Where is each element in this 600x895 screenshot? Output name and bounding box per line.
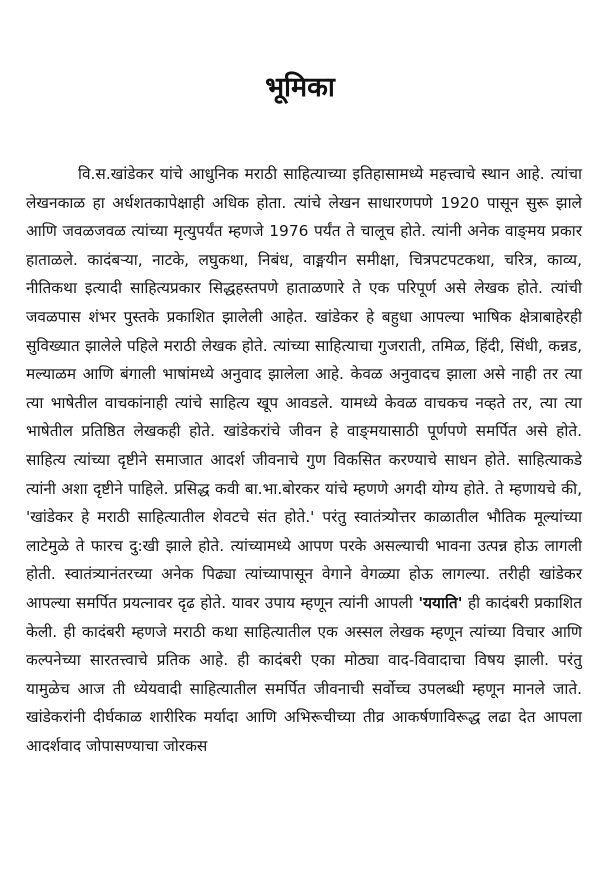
page-title: भूमिका bbox=[265, 72, 335, 104]
novel-title-yayati: 'ययाति' bbox=[418, 593, 463, 612]
body-paragraph bbox=[26, 160, 582, 760]
paragraph-text-part-2: ही कादंबरी प्रकाशित केली. ही कादंबरी म्हणजे मराठी कथा साहित्यातील एक अस्सल लेखक म्हणून त्यांच्या विचार आणि कल्पनेच्या सारतत्त्वाचे प्रतिक आहे. ही कादंबरी एका मोठ्या वाद-विवादाचा विषय झाली. परंतु यामुळेच आज ती ध्येयवादी साहित्यातील समर्पित जीवनाची सर्वोच्च उपलब्धी म्हणून मानले जाते. खांडेकरांनी दीर्घकाळ शारीरिक मर्यादा आणि अभिरूचीच्या तीव्र आकर्षणाविरूद्ध लढा देत आपला आदर्शवाद जोपासण्याचा जोरकस bbox=[26, 593, 582, 755]
paragraph-text-part-1: वि.स.खांडेकर यांचे आधुनिक मराठी साहित्याच्या इतिहासामध्ये महत्त्वाचे स्थान आहे. त्यांचा लेखनकाळ हा अर्धशतकापेक्षाही अधिक होता. त्यांचे लेखन साधारणपणे 1920 पासून सुरू झाले आणि जवळजवळ त्यांच्या मृत्युपर्यंत म्हणजे 1976 पर्यंत ते चालूच होते. त्यांनी अनेक वाङ्‌मय प्रकार हाताळले. कादंबऱ्या, नाटके, लघुकथा, निबंध, वाङ्मयीन समीक्षा, चित्रपटपटकथा, चरित्र, काव्य, नीतिकथा इत्यादी साहित्यप्रकार सिद्धहस्तपणे हाताळणारे ते एक परिपूर्ण असे लेखक होते. त्यांची जवळपास शंभर पुस्तके प्रकाशित झालेली आहेत. खांडेकर हे बहुधा आपल्या भाषिक क्षेत्राबाहेरही सुविख्यात झालेले पहिले मराठी लेखक होते. त्यांच्या साहित्याचा गुजराती, तमिळ, हिंदी, सिंधी, कन्नड, मल्याळम आणि बंगाली भाषांमध्ये अनुवाद झालेला आहे. केवळ अनुवादच झाला असे नाही तर त्या त्या भाषेतील वाचकांनाही त्यांचे साहित्य खूप आवडले. यामध्ये केवळ वाचकच नव्हते तर, त्या त्या भाषेतील प्रतिष्ठित लेखकही होते. खांडेकरांचे जीवन हे वाङ्‌मयासाठी पूर्णपणे समर्पित असे होते. साहित्य त्यांच्या दृष्टीने समाजात आदर्श जीवनाचे गुण विकसित करण्याचे साधन होते. साहित्याकडे त्यांनी अशा दृष्टीने पाहिले. प्रसिद्ध कवी बा.भा.बोरकर यांचे म्हणणे अगदी योग्य होते. ते म्हणायचे की, 'खांडेकर हे मराठी साहित्यातील शेवटचे संत होते.' परंतु स्वातंत्र्योत्तर काळातील भौतिक मूल्यांच्या लाटेमुळे ते फारच दु:खी झाले होते. त्यांच्यामध्ये आपण परके असल्याची भावना उत्पन्न होऊ लागली होती. स्वातंत्र्यानंतरच्या अनेक पिढ्या त्यांच्यापासून वेगाने वेगळ्या होऊ लागल्या. तरीही खांडेकर आपल्या समर्पित प्रयत्नावर दृढ होते. यावर उपाय म्हणून त्यांनी आपली bbox=[26, 165, 582, 612]
